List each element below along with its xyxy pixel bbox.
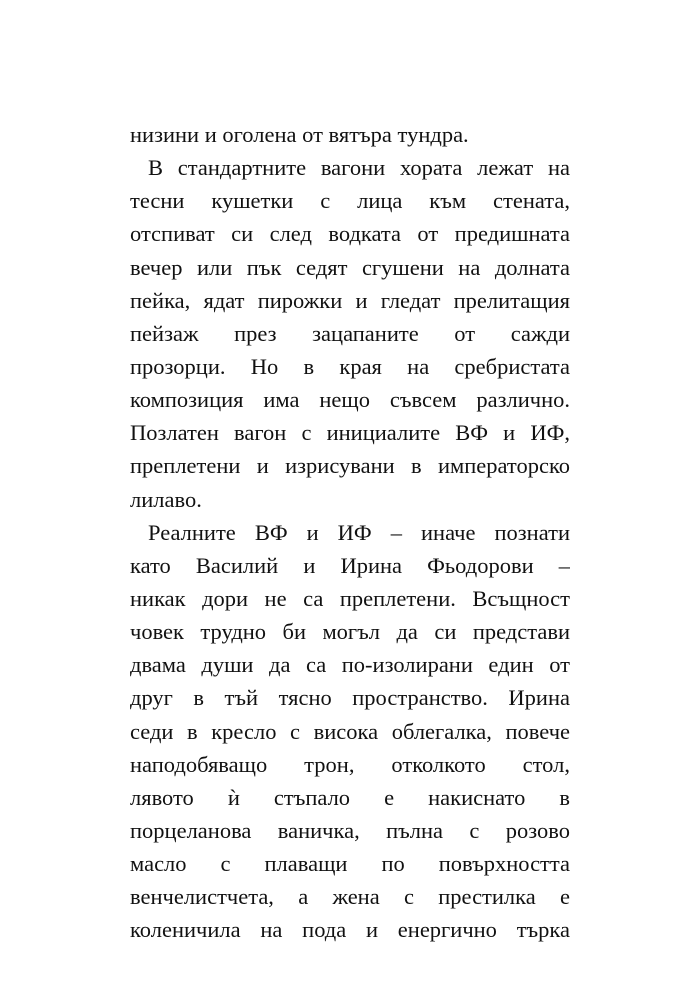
text-line: масло с плаващи по повърхността xyxy=(130,851,570,877)
text-line: композиция има нещо съвсем различно. xyxy=(130,387,570,413)
text-line: наподобяващо трон, отколкото стол, xyxy=(130,751,570,777)
book-page-text xyxy=(130,118,570,947)
text-line: двама души да са по-изолирани един от xyxy=(130,652,570,678)
text-line: тесни кушетки с лица към стената, xyxy=(130,188,570,214)
text-line: низини и оголена от вятъра тундра. xyxy=(130,122,469,147)
text-line: коленичила на пода и енергично търка xyxy=(130,917,570,943)
text-line: като Василий и Ирина Фьодорови – xyxy=(130,552,570,578)
text-line: никак дори не са преплетени. Всъщност xyxy=(130,585,570,611)
text-line: прозорци. Но в края на сребристата xyxy=(130,353,570,379)
text-line: порцеланова ваничка, пълна с розово xyxy=(130,817,570,843)
text-line: преплетени и изрисувани в императорско xyxy=(130,453,570,479)
text-line: лилаво. xyxy=(130,486,202,512)
text-line: Реалните ВФ и ИФ – иначе познати xyxy=(148,519,570,545)
text-line: отспиват си след водката от предишната xyxy=(130,221,570,247)
text-line: Позлатен вагон с инициалите ВФ и ИФ, xyxy=(130,420,570,446)
text-line: друг в тъй тясно пространство. Ирина xyxy=(130,685,570,711)
text-line: В стандартните вагони хората лежат на xyxy=(148,155,570,181)
text-line: вечер или пък седят сгушени на долната xyxy=(130,254,570,280)
text-line: пейзаж през зацапаните от сажди xyxy=(130,320,570,346)
text-line: човек трудно би могъл да си представи xyxy=(130,619,570,645)
text-line: седи в кресло с висока облегалка, повече xyxy=(130,718,570,744)
text-line: венчелистчета, а жена с престилка е xyxy=(130,884,570,910)
text-line: пейка, ядат пирожки и гледат прелитащия xyxy=(130,287,570,313)
text-line: лявото ѝ стъпало е накиснато в xyxy=(130,784,570,810)
